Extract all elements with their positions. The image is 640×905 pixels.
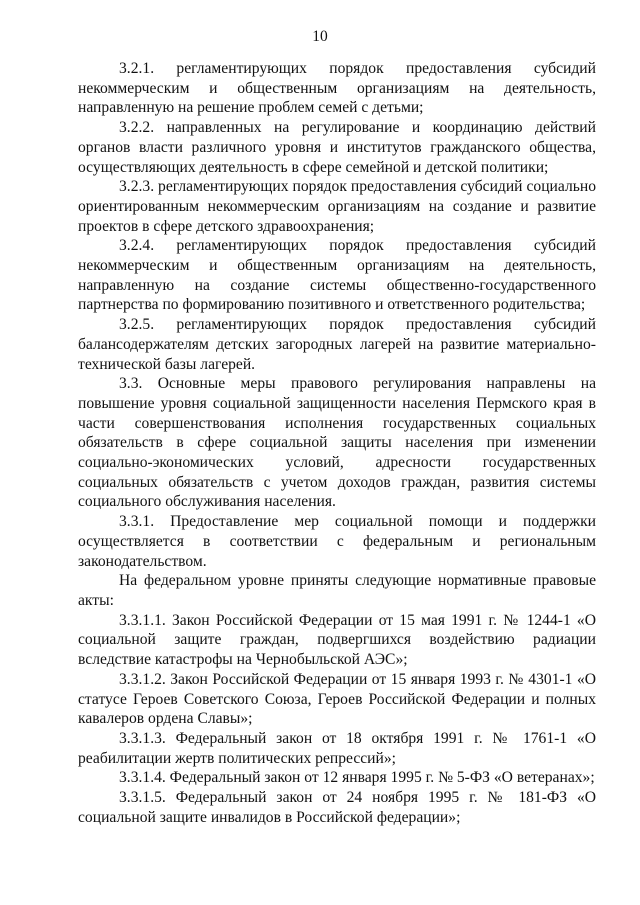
paragraph-3-3-1-4: 3.3.1.4. Федеральный закон от 12 января 1995 г. № 5-ФЗ «О ветеранах»; (119, 769, 595, 787)
paragraph-3-2-4: 3.2.4. регламентирующих порядок предоставления субсидий некоммерческим и общественным организациям на деятельность, направленную на создание системы общественно-государственного партнерства по формированию позитивного и ответственного родительства; (78, 237, 596, 314)
paragraph-3-2-2: 3.2.2. направленных на регулирование и координацию действий органов власти различного уровня и институтов гражданского общества, осуществляющих деятельность в сфере семейной и детской политики; (78, 119, 596, 176)
paragraph-3-2-3: 3.2.3. регламентирующих порядок предоставления субсидий социально ориентированным некоммерческим организациям на создание и развитие проектов в сфере детского здравоохранения; (78, 178, 596, 235)
document-body (78, 59, 596, 827)
page-number: 10 (312, 28, 328, 45)
paragraph-3-3-1-3: 3.3.1.3. Федеральный закон от 18 октября 1991 г. № 1761-1 «О реабилитации жертв политических репрессий»; (78, 729, 596, 767)
paragraph-3-3-1-1: 3.3.1.1. Закон Российской Федерации от 15 мая 1991 г. № 1244-1 «О социальной защите граждан, подвергшихся воздействию радиации вследствие катастрофы на Чернобыльской АЭС»; (78, 611, 596, 669)
paragraph-3-3-1-2: 3.3.1.2. Закон Российской Федерации от 15 января 1993 г. № 4301-1 «О статусе Героев Советского Союза, Героев Российской Федерации и полных кавалеров ордена Славы»; (78, 670, 596, 728)
paragraph-federal-level-intro: На федеральном уровне приняты следующие нормативные правовые акты: (78, 572, 596, 609)
paragraph-3-3-1-5: 3.3.1.5. Федеральный закон от 24 ноября 1995 г. № 181-ФЗ «О социальной защите инвалидов в Российской федерации»; (78, 789, 596, 826)
paragraph-3-2-5: 3.2.5. регламентирующих порядок предоставления субсидий балансодержателям детских загородных лагерей на развитие материально-технической базы лагерей. (78, 316, 596, 373)
paragraph-3-3: 3.3. Основные меры правового регулирования направлены на повышение уровня социальной защищенности населения Пермского края в части совершенствования исполнения государственных социальных обязательств в сфере социальной защиты населения при изменении социально-экономических условий, адресности государственных социальных обязательств с учетом доходов граждан, развития системы социального обслуживания населения. (78, 375, 596, 511)
paragraph-3-3-1: 3.3.1. Предоставление мер социальной помощи и поддержки осуществляется в соответствии с федеральным и региональным законодательством. (78, 513, 596, 570)
paragraph-3-2-1: 3.2.1. регламентирующих порядок предоставления субсидий некоммерческим и общественным организациям на деятельность, направленную на решение проблем семей с детьми; (78, 60, 596, 117)
